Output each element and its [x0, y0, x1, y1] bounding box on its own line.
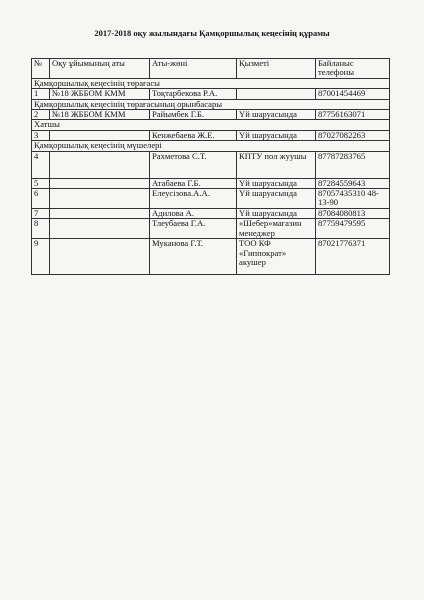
board-members-table	[31, 58, 390, 275]
cell-phone: 87787283765	[316, 151, 390, 178]
table-row	[32, 110, 390, 120]
cell-organization	[50, 239, 150, 275]
cell-number: 5	[32, 178, 50, 188]
cell-organization	[50, 130, 150, 140]
cell-full-name: Атабаева Г.Б.	[150, 178, 237, 188]
cell-phone: 87284559643	[316, 178, 390, 188]
cell-phone: 87057435310 48-13-90	[316, 189, 390, 209]
cell-organization: №18 ЖББОМ КММ	[50, 89, 150, 99]
cell-full-name: Тоқтарбекова Р.А.	[150, 89, 237, 99]
table-row	[32, 219, 390, 239]
cell-full-name: Муканова Г.Т.	[150, 239, 237, 275]
cell-organization	[50, 178, 150, 188]
cell-position: Үй шаруасында	[237, 110, 316, 120]
cell-phone: 87001454469	[316, 89, 390, 99]
cell-position: Үй шаруасында	[237, 189, 316, 209]
cell-number: 1	[32, 89, 50, 99]
section-row-chair	[32, 78, 390, 88]
cell-position: Үй шаруасында	[237, 208, 316, 218]
table-row	[32, 89, 390, 99]
cell-organization	[50, 189, 150, 209]
cell-phone: 87021776371	[316, 239, 390, 275]
cell-position	[237, 89, 316, 99]
section-row-vice-chair	[32, 99, 390, 109]
cell-number: 7	[32, 208, 50, 218]
table-row	[32, 151, 390, 178]
section-title-members: Қамқоршылық кеңесінің мүшелері	[32, 141, 390, 151]
section-title-chair: Қамқоршылық кеңесінің төрағасы	[32, 78, 390, 88]
cell-number: 4	[32, 151, 50, 178]
cell-position: КПТУ пол жуушы	[237, 151, 316, 178]
cell-number: 8	[32, 219, 50, 239]
cell-full-name: Адилова А.	[150, 208, 237, 218]
cell-phone: 87759479595	[316, 219, 390, 239]
table-row	[32, 130, 390, 140]
cell-full-name: Райымбек Г.Б.	[150, 110, 237, 120]
section-title-secretary: Хатшы	[32, 120, 390, 130]
table-header-row	[32, 59, 390, 79]
cell-phone: 87027082263	[316, 130, 390, 140]
cell-full-name: Тлеубаева Г.А.	[150, 219, 237, 239]
table-row	[32, 208, 390, 218]
header-full-name: Аты-жөні	[150, 59, 237, 79]
cell-position: Үй шаруасында	[237, 178, 316, 188]
cell-organization: №18 ЖББОМ КММ	[50, 110, 150, 120]
cell-organization	[50, 219, 150, 239]
cell-full-name: Рахметова С.Т.	[150, 151, 237, 178]
cell-position: Үй шаруасында	[237, 130, 316, 140]
cell-phone: 87084080813	[316, 208, 390, 218]
header-number: №	[32, 59, 50, 79]
section-row-members	[32, 141, 390, 151]
section-title-vice-chair: Қамқоршылық кеңесінің төрағасының орынбасары	[32, 99, 390, 109]
table-row	[32, 239, 390, 275]
cell-full-name: Елеусізова.А.А.	[150, 189, 237, 209]
cell-number: 3	[32, 130, 50, 140]
cell-number: 6	[32, 189, 50, 209]
document-title: 2017-2018 оқу жылындағы Қамқоршылық кеңесінің құрамы	[94, 28, 330, 38]
header-position: Қызметі	[237, 59, 316, 79]
header-organization: Оқу ұйымының аты	[50, 59, 150, 79]
table-row	[32, 189, 390, 209]
cell-organization	[50, 208, 150, 218]
cell-number: 9	[32, 239, 50, 275]
cell-full-name: Кенжебаева Ж.Е.	[150, 130, 237, 140]
cell-number: 2	[32, 110, 50, 120]
section-row-secretary	[32, 120, 390, 130]
cell-position: ТОО КФ «Гиппократ» акушер	[237, 239, 316, 275]
header-phone: Байланыс телефоны	[316, 59, 390, 79]
cell-phone: 87756163071	[316, 110, 390, 120]
table-row	[32, 178, 390, 188]
cell-organization	[50, 151, 150, 178]
cell-position: «Шебер»магазин менеджер	[237, 219, 316, 239]
